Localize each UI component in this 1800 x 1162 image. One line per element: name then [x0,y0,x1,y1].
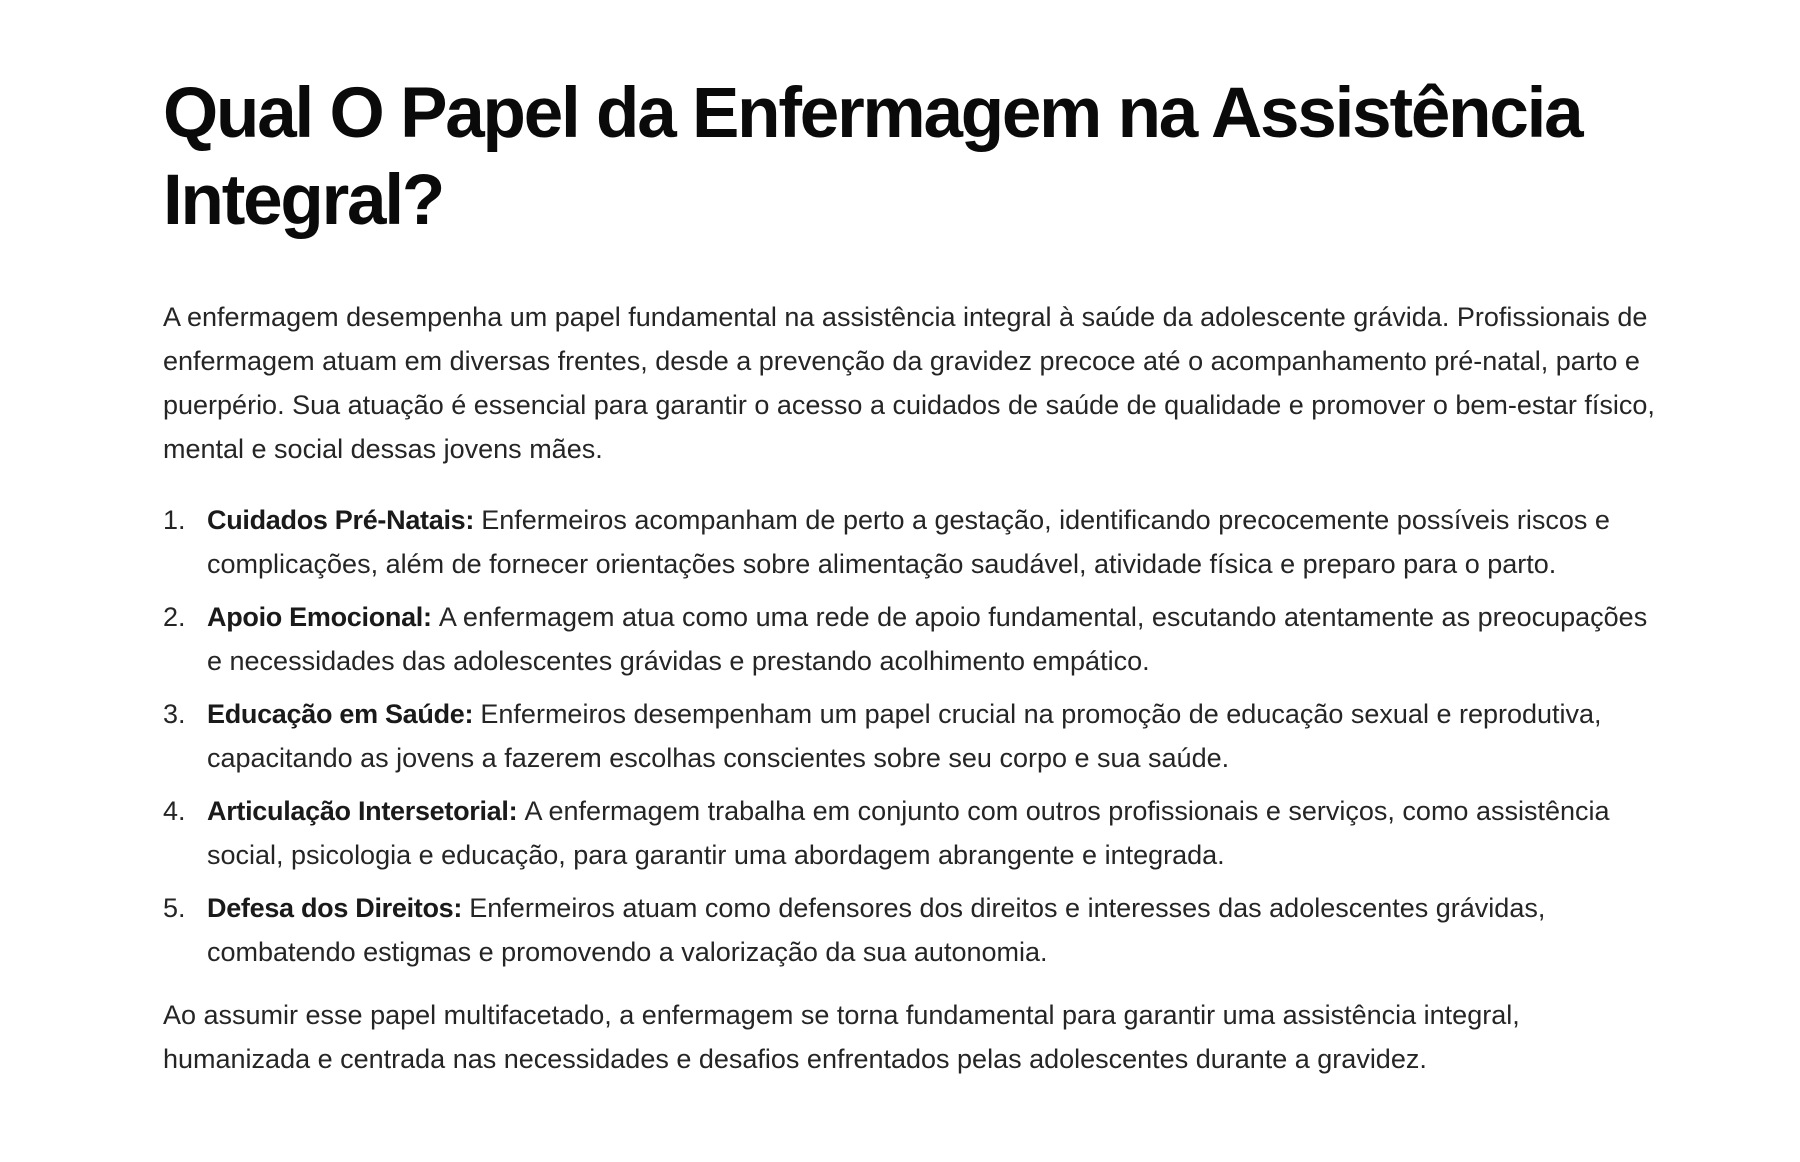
list-item-number: 1. [163,505,186,535]
list-item-title: Articulação Intersetorial: [207,796,525,826]
list-item-title: Defesa dos Direitos: [207,893,470,923]
list-item-number: 3. [163,699,186,729]
list-item-text: A enfermagem trabalha em conjunto com outros profissionais e serviços, como assistência social, psicologia e educação, para garantir uma abordagem abrangente e integrada. [207,796,1610,870]
list-item-text: A enfermagem atua como uma rede de apoio fundamental, escutando atentamente as preocupações e necessidades das adolescentes grávidas e prestando acolhimento empático. [207,602,1648,676]
list-item [163,595,1663,683]
intro-paragraph: A enfermagem desempenha um papel fundamental na assistência integral à saúde da adolescente grávida. Profissionais de enfermagem atuam em diversas frentes, desde a prevenção da gravidez precoce até o acompanhamento pré-natal, parto e puerpério. Sua atuação é essencial para garantir o acesso a cuidados de saúde de qualidade e promover o bem-estar físico, mental e social dessas jovens mães. [163,302,1655,464]
list-item-text: Enfermeiros desempenham um papel crucial na promoção de educação sexual e reprodutiva, capacitando as jovens a fazerem escolhas conscientes sobre seu corpo e sua saúde. [207,699,1602,773]
list-item-title: Cuidados Pré-Natais: [207,505,482,535]
list-item-number: 4. [163,796,186,826]
list-item-text: Enfermeiros acompanham de perto a gestação, identificando precocemente possíveis riscos e complicações, além de fornecer orientações sobre alimentação saudável, atividade física e preparo para o parto. [207,505,1610,579]
list-item-text: Enfermeiros atuam como defensores dos direitos e interesses das adolescentes grávidas, combatendo estigmas e promovendo a valorização da sua autonomia. [207,893,1546,967]
list-item [163,692,1663,780]
role-list [163,498,1663,974]
list-item [163,789,1663,877]
list-item-title: Educação em Saúde: [207,699,481,729]
list-item [163,498,1663,586]
page-title: Qual O Papel da Enfermagem na Assistência Integral? [163,74,1582,240]
list-item [163,886,1663,974]
closing-paragraph: Ao assumir esse papel multifacetado, a enfermagem se torna fundamental para garantir uma assistência integral, humanizada e centrada nas necessidades e desafios enfrentados pelas adolescentes durante a gravidez. [163,1000,1520,1074]
list-item-title: Apoio Emocional: [207,602,439,632]
list-item-number: 2. [163,602,186,632]
list-item-number: 5. [163,893,186,923]
